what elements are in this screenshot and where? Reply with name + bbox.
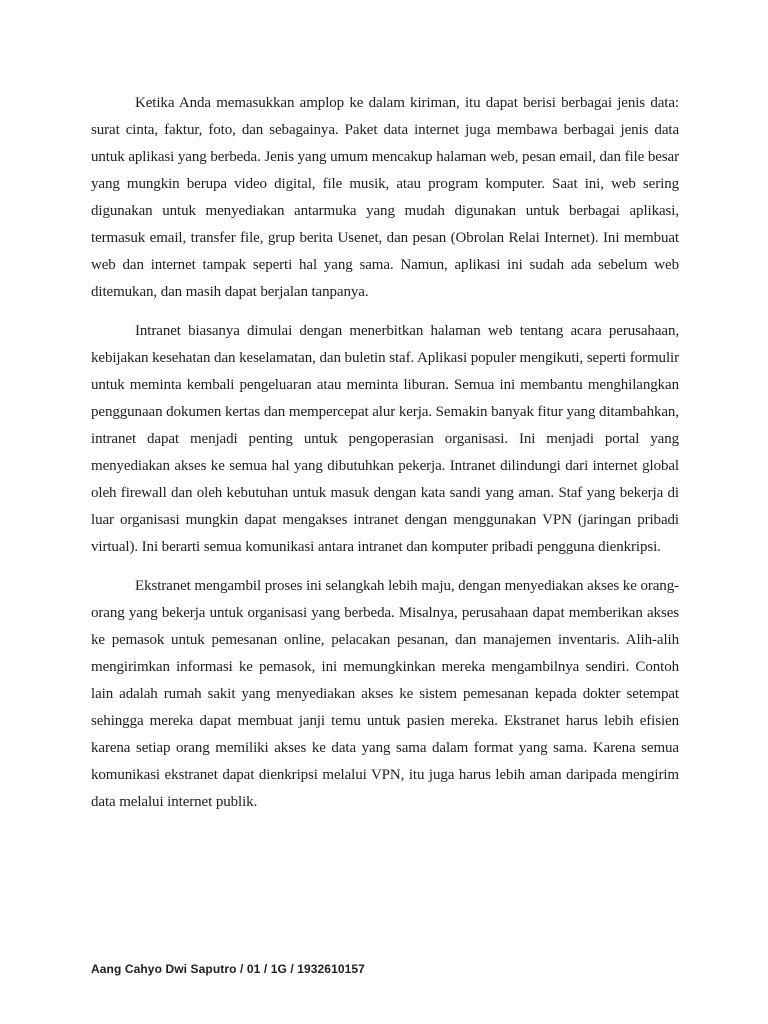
author-footer: Aang Cahyo Dwi Saputro / 01 / 1G / 1932610157 <box>91 962 365 976</box>
paragraph-extranet: Ekstranet mengambil proses ini selangkah lebih maju, dengan menyediakan akses ke orang-orang yang bekerja untuk organisasi yang berbeda. Misalnya, perusahaan dapat memberikan akses ke pemasok untuk pemesanan online, pelacakan pesanan, dan manajemen inventaris. Alih-alih mengirimkan informasi ke pemasok, ini memungkinkan mereka mengambilnya sendiri. Contoh lain adalah rumah sakit yang menyediakan akses ke sistem pemesanan kepada dokter setempat sehingga mereka dapat membuat janji temu untuk pasien mereka. Ekstranet harus lebih efisien karena setiap orang memiliki akses ke data yang sama dalam format yang sama. Karena semua komunikasi ekstranet dapat dienkripsi melalui VPN, itu juga harus lebih aman daripada mengirim data melalui internet publik. <box>91 578 679 810</box>
paragraph-intranet: Intranet biasanya dimulai dengan menerbitkan halaman web tentang acara perusahaan, kebijakan kesehatan dan keselamatan, dan buletin staf. Aplikasi populer mengikuti, seperti formulir untuk meminta kembali pengeluaran atau meminta liburan. Semua ini membantu menghilangkan penggunaan dokumen kertas dan mempercepat alur kerja. Semakin banyak fitur yang ditambahkan, intranet dapat menjadi penting untuk pengoperasian organisasi. Ini menjadi portal yang menyediakan akses ke semua hal yang dibutuhkan pekerja. Intranet dilindungi dari internet global oleh firewall dan oleh kebutuhan untuk masuk dengan kata sandi yang aman. Staf yang bekerja di luar organisasi mungkin dapat mengakses intranet dengan menggunakan VPN (jaringan pribadi virtual). Ini berarti semua komunikasi antara intranet dan komputer pribadi pengguna dienkripsi. <box>91 323 679 555</box>
paragraph-internet-data: Ketika Anda memasukkan amplop ke dalam kiriman, itu dapat berisi berbagai jenis data: surat cinta, faktur, foto, dan sebagainya. Paket data internet juga membawa berbagai jenis data untuk aplikasi yang berbeda. Jenis yang umum mencakup halaman web, pesan email, dan file besar yang mungkin berupa video digital, file musik, atau program komputer. Saat ini, web sering digunakan untuk menyediakan antarmuka yang mudah digunakan untuk berbagai aplikasi, termasuk email, transfer file, grup berita Usenet, dan pesan (Obrolan Relai Internet). Ini membuat web dan internet tampak seperti hal yang sama. Namun, aplikasi ini sudah ada sebelum web ditemukan, dan masih dapat berjalan tanpanya. <box>91 95 679 300</box>
document-body <box>91 90 679 816</box>
